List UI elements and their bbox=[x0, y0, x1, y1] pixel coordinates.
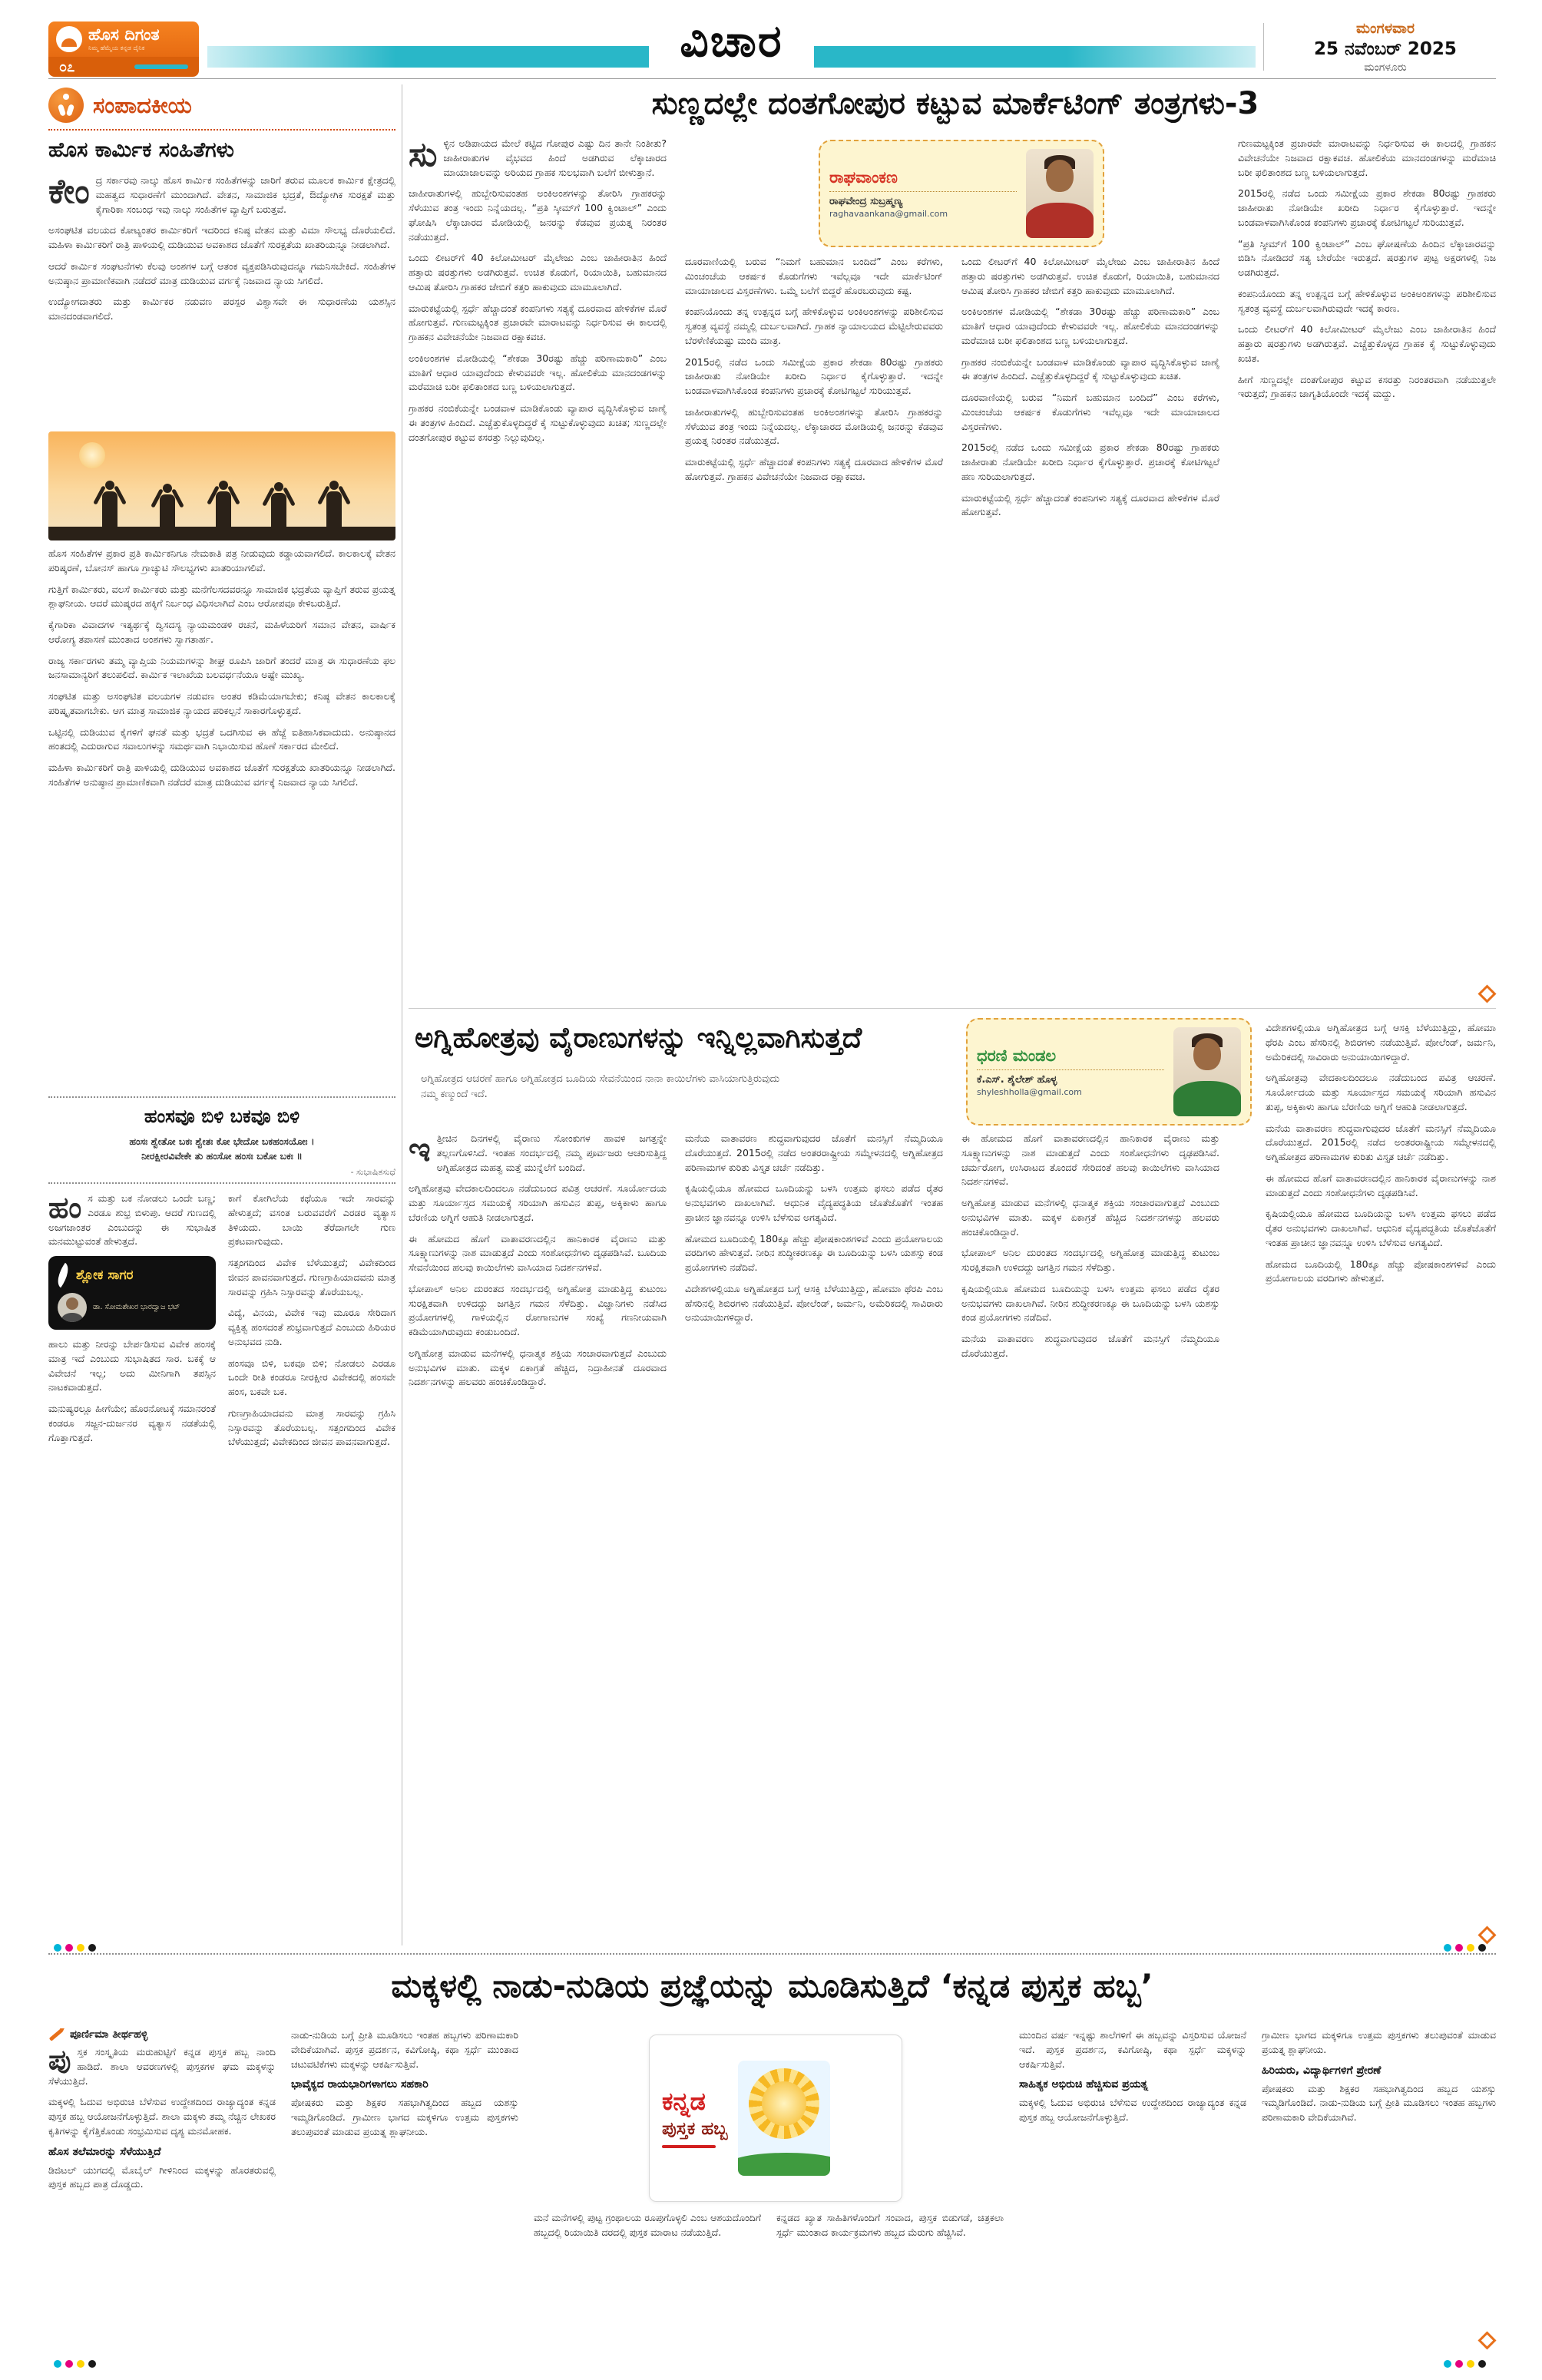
verse-attribution: - ಸುಭಾಷಿತಸುಧೆ bbox=[350, 1167, 395, 1177]
sunrise-icon bbox=[79, 442, 105, 468]
body-paragraph: ವಿದೇಶಗಳಲ್ಲಿಯೂ ಅಗ್ನಿಹೋತ್ರದ ಬಗ್ಗೆ ಆಸಕ್ತಿ ಬೆಳೆಯುತ್ತಿದ್ದು, ಹೋಮಾ ಥೆರಪಿ ಎಂಬ ಹೆಸರಿನಲ್ಲಿ ಶಿಬಿರಗಳು ನಡೆಯುತ್ತಿವೆ. ಪೋಲೆಂಡ್, ಜರ್ಮನಿ, ಅಮೆರಿಕದಲ್ಲಿ ಸಾವಿರಾರು ಅನುಯಾಯಿಗಳಿದ್ದಾರೆ. bbox=[1266, 1022, 1496, 1063]
body-paragraph: ವಿದ್ಯೆ, ವಿನಯ, ವಿವೇಕ ಇವು ಮೂರೂ ಸೇರಿದಾಗ ವ್ಯಕ್ತಿತ್ವ ಹಂಸದಂತೆ ಶುಭ್ರವಾಗುತ್ತದೆ ಎಂಬುದು ಹಿರಿಯರ ಅನುಭವದ ನುಡಿ. bbox=[228, 1307, 395, 1347]
byline bbox=[48, 2028, 276, 2041]
author-photo bbox=[1026, 149, 1094, 238]
body-paragraph: ಹೀಗೆ ಸುಣ್ಣದಲ್ಲೇ ದಂತಗೋಪುರ ಕಟ್ಟುವ ಕಸರತ್ತು ನಿರಂತರವಾಗಿ ನಡೆಯುತ್ತಲೇ ಇರುತ್ತದೆ; ಗ್ರಾಹಕನ ಜಾಗೃತಿಯೊಂದೇ ಇದಕ್ಕೆ ಮದ್ದು. bbox=[1238, 373, 1496, 400]
sub-headline: ಹೊಸ ತಲೆಮಾರನ್ನು ಸೆಳೆಯುತ್ತಿದೆ bbox=[48, 2145, 161, 2158]
page-number: ೦೭ bbox=[59, 58, 75, 75]
body-paragraph: ಆದರೆ ಕಾರ್ಮಿಕ ಸಂಘಟನೆಗಳು ಕೆಲವು ಅಂಶಗಳ ಬಗ್ಗೆ ಆತಂಕ ವ್ಯಕ್ತಪಡಿಸಿರುವುದನ್ನೂ ಗಮನಿಸಬೇಕಿದೆ. ಸಂಹಿತೆಗಳ ಅನುಷ್ಠಾನ ಪ್ರಾಮಾಣಿಕವಾಗಿ ನಡೆದರೆ ಮಾತ್ರ ದುಡಿಯುವ ವರ್ಗಕ್ಕೆ ನಿಜವಾದ ನ್ಯಾಯ ಸಿಗಲಿದೆ. bbox=[48, 259, 395, 286]
agnihotra-col1 bbox=[409, 1132, 667, 1944]
section-title-wrap bbox=[207, 11, 1256, 71]
body-paragraph: ಸತ್ಸಂಗದಿಂದ ವಿವೇಕ ಬೆಳೆಯುತ್ತದೆ; ವಿವೇಕದಿಂದ ಜೀವನ ಪಾವನವಾಗುತ್ತದೆ. ಗುಣಗ್ರಾಹಿಯಾದವನು ಮಾತ್ರ ಸಾರವನ್ನು ಗ್ರಹಿಸಿ ನಿಸ್ಸಾರವನ್ನು ತೊರೆಯಬಲ್ಲ. bbox=[228, 1257, 395, 1297]
body-paragraph: ಅಗ್ನಿಹೋತ್ರವು ವೇದಕಾಲದಿಂದಲೂ ನಡೆದುಬಂದ ಪವಿತ್ರ ಆಚರಣೆ. ಸೂರ್ಯೋದಯ ಮತ್ತು ಸೂರ್ಯಾಸ್ತದ ಸಮಯಕ್ಕೆ ಸರಿಯಾಗಿ ಹಸುವಿನ ತುಪ್ಪ, ಅಕ್ಕಿಕಾಳು ಹಾಗೂ ಬೆರಣಿಯ ಅಗ್ನಿಗೆ ಆಹುತಿ ನೀಡಲಾಗುತ್ತದೆ. bbox=[409, 1182, 667, 1223]
body-paragraph: ಮನೆಯ ವಾತಾವರಣ ಶುದ್ಧವಾಗುವುದರ ಜೊತೆಗೆ ಮನಸ್ಸಿಗೆ ನೆಮ್ಮದಿಯೂ ದೊರೆಯುತ್ತದೆ. 2015ರಲ್ಲಿ ನಡೆದ ಅಂತರರಾಷ್ಟ್ರೀಯ ಸಮ್ಮೇಳನದಲ್ಲಿ ಅಗ್ನಿಹೋತ್ರದ ಪರಿಣಾಮಗಳ ಕುರಿತು ವಿಸ್ತೃತ ಚರ್ಚೆ ನಡೆದಿತ್ತು. bbox=[1266, 1122, 1496, 1162]
body-paragraph: ಮಾರುಕಟ್ಟೆಯಲ್ಲಿ ಸ್ಪರ್ಧೆ ಹೆಚ್ಚಾದಂತೆ ಕಂಪನಿಗಳು ಸತ್ಯಕ್ಕೆ ದೂರವಾದ ಹೇಳಿಕೆಗಳ ಮೊರೆ ಹೋಗುತ್ತವೆ. ಗುಣಮಟ್ಟಕ್ಕಿಂತ ಪ್ರಚಾರವೇ ಮಾರಾಟವನ್ನು ನಿರ್ಧರಿಸುವ ಈ ಕಾಲದಲ್ಲಿ ಗ್ರಾಹಕನ ವಿವೇಚನೆಯೇ ನಿಜವಾದ ರಕ್ಷಾಕವಚ. bbox=[409, 302, 667, 342]
body-paragraph: ಅಗ್ನಿಹೋತ್ರವು ವೇದಕಾಲದಿಂದಲೂ ನಡೆದುಬಂದ ಪವಿತ್ರ ಆಚರಣೆ. ಸೂರ್ಯೋದಯ ಮತ್ತು ಸೂರ್ಯಾಸ್ತದ ಸಮಯಕ್ಕೆ ಸರಿಯಾಗಿ ಹಸುವಿನ ತುಪ್ಪ, ಅಕ್ಕಿಕಾಳು ಹಾಗೂ ಬೆರಣಿಯ ಅಗ್ನಿಗೆ ಆಹುತಿ ನೀಡಲಾಗುತ್ತದೆ. bbox=[1266, 1072, 1496, 1112]
worker-silhouette bbox=[271, 493, 286, 531]
shloka-rule bbox=[48, 1182, 395, 1184]
lead-paragraph: ಪುಸ್ತಕ ಸಂಸ್ಕೃತಿಯ ಮರುಹುಟ್ಟಿಗೆ ಕನ್ನಡ ಪುಸ್ತಕ ಹಬ್ಬ ನಾಂದಿ ಹಾಡಿದೆ. ಶಾಲಾ ಆವರಣಗಳಲ್ಲಿ ಪುಸ್ತಕಗಳ ಘಮ ಮಕ್ಕಳನ್ನು ಸೆಳೆಯುತ್ತಿದೆ. bbox=[48, 2044, 276, 2087]
pustaka-col5 bbox=[1019, 2028, 1246, 2346]
body-paragraph: ಗುಣಮಟ್ಟಕ್ಕಿಂತ ಪ್ರಚಾರವೇ ಮಾರಾಟವನ್ನು ನಿರ್ಧರಿಸುವ ಈ ಕಾಲದಲ್ಲಿ ಗ್ರಾಹಕನ ವಿವೇಚನೆಯೇ ನಿಜವಾದ ರಕ್ಷಾಕವಚ. ಹೋಲಿಕೆಯ ಮಾನದಂಡಗಳನ್ನು ಮರೆಮಾಚಿ ಬರೀ ಫಲಿತಾಂಶದ ಬಣ್ಣ ಬಳಿಯಲಾಗುತ್ತದೆ. bbox=[1238, 137, 1496, 178]
body-paragraph: ವಿದೇಶಗಳಲ್ಲಿಯೂ ಅಗ್ನಿಹೋತ್ರದ ಬಗ್ಗೆ ಆಸಕ್ತಿ ಬೆಳೆಯುತ್ತಿದ್ದು, ಹೋಮಾ ಥೆರಪಿ ಎಂಬ ಹೆಸರಿನಲ್ಲಿ ಶಿಬಿರಗಳು ನಡೆಯುತ್ತಿವೆ. ಪೋಲೆಂಡ್, ಜರ್ಮನಿ, ಅಮೆರಿಕದಲ್ಲಿ ಸಾವಿರಾರು ಅನುಯಾಯಿಗಳಿದ್ದಾರೆ. bbox=[685, 1282, 943, 1324]
registration-marks bbox=[1444, 1944, 1486, 1952]
body-paragraph: ಗ್ರಾಮೀಣ ಭಾಗದ ಮಕ್ಕಳಿಗೂ ಉತ್ತಮ ಪುಸ್ತಕಗಳು ತಲುಪುವಂತೆ ಮಾಡುವ ಪ್ರಯತ್ನ ಶ್ಲಾಘನೀಯ. bbox=[1262, 2029, 1496, 2055]
body-paragraph: ಜಾಹೀರಾತುಗಳಲ್ಲಿ ಹುಬ್ಬೇರಿಸುವಂತಹ ಅಂಕಿಅಂಶಗಳನ್ನು ತೋರಿಸಿ ಗ್ರಾಹಕರನ್ನು ಸೆಳೆಯುವ ತಂತ್ರ ಇಂದು ನಿನ್ನೆಯದಲ್ಲ. ಲೆಕ್ಕಾಚಾರದ ಮೋಡಿಯಲ್ಲಿ ಜನರನ್ನು ಕೆಡವುವ ಪ್ರಯತ್ನ ನಿರಂತರ ನಡೆಯುತ್ತದೆ. bbox=[685, 405, 943, 447]
body-paragraph: ದೂರವಾಣಿಯಲ್ಲಿ ಬರುವ “ನಿಮಗೆ ಬಹುಮಾನ ಬಂದಿದೆ” ಎಂಬ ಕರೆಗಳು, ಮಿಂಚಂಚೆಯ ಆಕರ್ಷಕ ಕೊಡುಗೆಗಳು ಇವೆಲ್ಲವೂ ಇದೇ ಮಾರ್ಕೆಟಿಂಗ್ ಮಾಯಾಜಾಲದ ವಿಸ್ತರಣೆಗಳು. ಒಮ್ಮೆ ಬಲೆಗೆ ಬಿದ್ದರೆ ಹೊರಬರುವುದು ಕಷ್ಟ. bbox=[685, 256, 943, 296]
body-paragraph: ಅಂಕಿಅಂಶಗಳ ಮೋಡಿಯಲ್ಲಿ “ಶೇಕಡಾ 30ರಷ್ಟು ಹೆಚ್ಚು ಪರಿಣಾಮಕಾರಿ” ಎಂಬ ಮಾತಿಗೆ ಆಧಾರ ಯಾವುದೆಂದು ಕೇಳುವವರೇ ಇಲ್ಲ. ಹೋಲಿಕೆಯ ಮಾನದಂಡಗಳನ್ನು ಮರೆಮಾಚಿ ಬರೀ ಫಲಿತಾಂಶದ ಬಣ್ಣ ಬಳಿಯಲಾಗುತ್ತದೆ. bbox=[409, 352, 667, 393]
body-paragraph: ಪೋಷಕರು ಮತ್ತು ಶಿಕ್ಷಕರ ಸಹಭಾಗಿತ್ವದಿಂದ ಹಬ್ಬದ ಯಶಸ್ಸು ಇಮ್ಮಡಿಗೊಂಡಿದೆ. ನಾಡು-ನುಡಿಯ ಬಗ್ಗೆ ಪ್ರೀತಿ ಮೂಡಿಸಲು ಇಂತಹ ಹಬ್ಬಗಳು ಪರಿಣಾಮಕಾರಿ ವೇದಿಕೆಯಾಗಿವೆ. bbox=[1262, 2082, 1496, 2123]
logo-text-kannada: ಕನ್ನಡ bbox=[662, 2087, 706, 2117]
masthead bbox=[48, 21, 199, 57]
masthead-title: ಹೊಸ ದಿಗಂತ bbox=[88, 25, 160, 44]
drop-cap: ಇ bbox=[409, 1132, 431, 1169]
day-label: ಮಂಗಳವಾರ bbox=[1355, 20, 1415, 37]
body-paragraph: ಹಾಲು ಮತ್ತು ನೀರನ್ನು ಬೇರ್ಪಡಿಸುವ ವಿವೇಕ ಹಂಸಕ್ಕೆ ಮಾತ್ರ ಇದೆ ಎಂಬುದು ಸುಭಾಷಿತದ ಸಾರ. ಬಕಕ್ಕೆ ಆ ವಿವೇಚನೆ ಇಲ್ಲ; ಅದು ಮೀನಿಗಾಗಿ ತಪಸ್ಸಿನ ನಾಟಕವಾಡುತ್ತದೆ. bbox=[48, 1338, 216, 1393]
logo-underline bbox=[662, 2145, 716, 2148]
sub-headline: ಹಿರಿಯರು, ವಿದ್ಯಾರ್ಥಿಗಳಿಗೆ ಪ್ರೇರಣೆ bbox=[1262, 2064, 1382, 2077]
verse-line: ಹಂಸಃ ಶ್ವೇತೋ ಬಕಃ ಶ್ವೇತಃ ಕೋ ಭೇದೋ ಬಕಹಂಸಯೋಃ । bbox=[129, 1135, 315, 1147]
body-paragraph: ಹೋಮದ ಬೂದಿಯಲ್ಲಿ 180ಕ್ಕೂ ಹೆಚ್ಚು ಪೋಷಕಾಂಶಗಳಿವೆ ಎಂದು ಪ್ರಯೋಗಾಲಯ ವರದಿಗಳು ಹೇಳುತ್ತವೆ. bbox=[1266, 1258, 1496, 1284]
body-paragraph: ಕೃಷಿಯಲ್ಲಿಯೂ ಹೋಮದ ಬೂದಿಯನ್ನು ಬಳಸಿ ಉತ್ತಮ ಫಸಲು ಪಡೆದ ರೈತರ ಅನುಭವಗಳು ದಾಖಲಾಗಿವೆ. ಆಧುನಿಕ ವೈದ್ಯಪದ್ಧತಿಯ ಜೊತೆಜೊತೆಗೆ ಇಂತಹ ಪ್ರಾಚೀನ ಜ್ಞಾನವನ್ನೂ ಉಳಿಸಿ ಬೆಳೆಸುವ ಅಗತ್ಯವಿದೆ. bbox=[1266, 1208, 1496, 1248]
body-paragraph: ಹೊಸ ಸಂಹಿತೆಗಳ ಪ್ರಕಾರ ಪ್ರತಿ ಕಾರ್ಮಿಕನಿಗೂ ನೇಮಕಾತಿ ಪತ್ರ ನೀಡುವುದು ಕಡ್ಡಾಯವಾಗಲಿದೆ. ಕಾಲಕಾಲಕ್ಕೆ ವೇತನ ಪರಿಷ್ಕರಣೆ, ಬೋನಸ್ ಹಾಗೂ ಗ್ರಾಚ್ಯುಟಿ ಸೌಲಭ್ಯಗಳು ಖಾತರಿಯಾಗಲಿವೆ. bbox=[48, 547, 395, 574]
quill-icon bbox=[52, 1263, 74, 1288]
body-paragraph: ಮನೆ ಮನೆಗಳಲ್ಲಿ ಪುಟ್ಟ ಗ್ರಂಥಾಲಯ ರೂಪುಗೊಳ್ಳಲಿ ಎಂಬ ಆಶಯದೊಂದಿಗೆ ಹಬ್ಬದಲ್ಲಿ ರಿಯಾಯಿತಿ ದರದಲ್ಲಿ ಪುಸ್ತಕ ಮಾರಾಟ ನಡೆಯುತ್ತಿದೆ. bbox=[534, 2212, 761, 2238]
body-paragraph: ಸಂಘಟಿತ ಮತ್ತು ಅಸಂಘಟಿತ ವಲಯಗಳ ನಡುವಣ ಅಂತರ ಕಡಿಮೆಯಾಗಬೇಕು; ಕನಿಷ್ಠ ವೇತನ ಕಾಲಕಾಲಕ್ಕೆ ಪರಿಷ್ಕೃತವಾಗಬೇಕು. ಆಗ ಮಾತ್ರ ಸಾಮಾಜಿಕ ನ್ಯಾಯದ ಪರಿಕಲ್ಪನೆ ಸಾಕಾರಗೊಳ್ಳುತ್ತದೆ. bbox=[48, 690, 395, 716]
editorial-header bbox=[48, 88, 395, 123]
editorial-body-top bbox=[48, 174, 395, 427]
agnihotra-headline: ಅಗ್ನಿಹೋತ್ರವು ವೈರಾಣುಗಳನ್ನು ಇನ್ನಿಲ್ಲವಾಗಿಸುತ್ತದೆ bbox=[415, 1021, 862, 1054]
drop-cap: ಪು bbox=[48, 2044, 71, 2076]
body-paragraph: ಒಂದು ಲೀಟರ್‌ಗೆ 40 ಕಿಲೋಮೀಟರ್ ಮೈಲೇಜು ಎಂಬ ಜಾಹೀರಾತಿನ ಹಿಂದೆ ಹತ್ತಾರು ಷರತ್ತುಗಳು ಅಡಗಿರುತ್ತವೆ. ಎಚ್ಚೆತ್ತುಕೊಳ್ಳದ ಗ್ರಾಹಕ ಕೈ ಸುಟ್ಟುಕೊಳ್ಳುವುದು ಖಚಿತ. bbox=[1238, 323, 1496, 364]
card-divider bbox=[829, 191, 1017, 192]
body-paragraph: 2015ರಲ್ಲಿ ನಡೆದ ಒಂದು ಸಮೀಕ್ಷೆಯ ಪ್ರಕಾರ ಶೇಕಡಾ 80ರಷ್ಟು ಗ್ರಾಹಕರು ಜಾಹೀರಾತು ನೋಡಿಯೇ ಖರೀದಿ ನಿರ್ಧಾರ ಕೈಗೊಳ್ಳುತ್ತಾರೆ. ಇದನ್ನೇ ಬಂಡವಾಳವಾಗಿಸಿಕೊಂಡ ಕಂಪನಿಗಳು ಪ್ರಚಾರಕ್ಕೆ ಕೋಟಿಗಟ್ಟಲೆ ಸುರಿಯುತ್ತವೆ. bbox=[685, 355, 943, 396]
body-paragraph: ಈ ಹೋಮದ ಹೊಗೆ ವಾತಾವರಣದಲ್ಲಿನ ಹಾನಿಕಾರಕ ವೈರಾಣು ಮತ್ತು ಸೂಕ್ಷ್ಮಾಣುಗಳನ್ನು ನಾಶ ಮಾಡುತ್ತದೆ ಎಂದು ಸಂಶೋಧನೆಗಳು ದೃಢಪಡಿಸಿವೆ. ಬೂದಿಯ ಸೇವನೆಯಿಂದ ಹಲವು ಕಾಯಿಲೆಗಳು ವಾಸಿಯಾದ ನಿದರ್ಶನಗಳಿವೆ. bbox=[409, 1232, 667, 1273]
agnihotra-author-card bbox=[966, 1018, 1252, 1126]
body-paragraph: ಮಾರುಕಟ್ಟೆಯಲ್ಲಿ ಸ್ಪರ್ಧೆ ಹೆಚ್ಚಾದಂತೆ ಕಂಪನಿಗಳು ಸತ್ಯಕ್ಕೆ ದೂರವಾದ ಹೇಳಿಕೆಗಳ ಮೊರೆ ಹೋಗುತ್ತವೆ. bbox=[961, 491, 1219, 518]
author-name: ಕೆ.ಎಸ್. ಶೈಲೇಶ್ ಹೊಳ್ಳ bbox=[977, 1074, 1057, 1086]
pustaka-col6 bbox=[1262, 2028, 1496, 2346]
registration-marks bbox=[54, 1944, 96, 1952]
body-paragraph: ಒಂದು ಲೀಟರ್‌ಗೆ 40 ಕಿಲೋಮೀಟರ್ ಮೈಲೇಜು ಎಂಬ ಜಾಹೀರಾತಿನ ಹಿಂದೆ ಹತ್ತಾರು ಷರತ್ತುಗಳು ಅಡಗಿರುತ್ತವೆ. ಉಚಿತ ಕೊಡುಗೆ, ರಿಯಾಯಿತಿ, ಬಹುಮಾನದ ಆಮಿಷ ತೋರಿಸಿ ಗ್ರಾಹಕರ ಜೇಬಿಗೆ ಕತ್ತರಿ ಹಾಕುವುದು ಮಾಮೂಲಾಗಿದೆ. bbox=[961, 256, 1219, 296]
column-name: ರಾಘವಾಂಕಣ bbox=[829, 168, 898, 187]
agnihotra-col4 bbox=[1266, 1021, 1496, 1944]
body-paragraph: ಡಿಜಿಟಲ್ ಯುಗದಲ್ಲಿ ಮೊಬೈಲ್ ಗೀಳಿನಿಂದ ಮಕ್ಕಳನ್ನು ಹೊರತರುವಲ್ಲಿ ಪುಸ್ತಕ ಹಬ್ಬದ ಪಾತ್ರ ದೊಡ್ಡದು. bbox=[48, 2163, 276, 2190]
body-paragraph: ಕನ್ನಡದ ಖ್ಯಾತ ಸಾಹಿತಿಗಳೊಂದಿಗೆ ಸಂವಾದ, ಪುಸ್ತಕ ಬಿಡುಗಡೆ, ಚಿತ್ರಕಲಾ ಸ್ಪರ್ಧೆ ಮುಂತಾದ ಕಾರ್ಯಕ್ರಮಗಳು ಹಬ್ಬದ ಮೆರುಗು ಹೆಚ್ಚಿಸಿವೆ. bbox=[776, 2212, 1004, 2238]
city-label: ಮಂಗಳೂರು bbox=[1364, 61, 1407, 74]
sub-headline: ಸಾಹಿತ್ಯಕ ಅಭಿರುಚಿ ಹೆಚ್ಚಿಸುವ ಪ್ರಯತ್ನ bbox=[1019, 2078, 1148, 2091]
logo-text-pustaka-habba: ಪುಸ್ತಕ ಹಬ್ಬ bbox=[662, 2118, 728, 2139]
agnihotra-col2 bbox=[685, 1132, 943, 1944]
editorial-section-label: ಸಂಪಾದಕೀಯ bbox=[93, 91, 192, 118]
worker-silhouette bbox=[102, 491, 117, 530]
badge-author: ಡಾ. ಸೋಮಶೇಖರ ಭಾರದ್ವಾಜ ಭಟ್ bbox=[93, 1302, 180, 1311]
author-email: raghavaankana@gmail.com bbox=[829, 209, 948, 219]
body-paragraph: ಕೃಷಿಯಲ್ಲಿಯೂ ಹೋಮದ ಬೂದಿಯನ್ನು ಬಳಸಿ ಉತ್ತಮ ಫಸಲು ಪಡೆದ ರೈತರ ಅನುಭವಗಳು ದಾಖಲಾಗಿವೆ. ನೀರಿನ ಶುದ್ಧೀಕರಣಕ್ಕೂ ಈ ಬೂದಿಯನ್ನು ಬಳಸಿ ಯಶಸ್ಸು ಕಂಡ ಪ್ರಯೋಗಗಳು ನಡೆದಿವೆ. bbox=[961, 1282, 1219, 1324]
worker-silhouette bbox=[216, 491, 231, 530]
byline-name: ಪೂರ್ಣಿಮಾ ತೀರ್ಥಹಳ್ಳಿ bbox=[70, 2028, 148, 2041]
body-paragraph: ಉದ್ಯೋಗದಾತರು ಮತ್ತು ಕಾರ್ಮಿಕರ ನಡುವಣ ಪರಸ್ಪರ ವಿಶ್ವಾಸವೇ ಈ ಸುಧಾರಣೆಯ ಯಶಸ್ಸಿನ ಮಾನದಂಡವಾಗಲಿದೆ. bbox=[48, 296, 395, 322]
body-paragraph: ಹಂಸವೂ ಬಿಳಿ, ಬಕವೂ ಬಿಳಿ; ನೋಡಲು ಎರಡೂ ಒಂದೇ ರೀತಿ ಕಂಡರೂ ನೀರಕ್ಷೀರ ವಿವೇಕದಲ್ಲಿ ಹಂಸವೇ ಹಂಸ, ಬಕವೇ ಬಕ. bbox=[228, 1357, 395, 1397]
body-paragraph: ಕಾಗೆ ಕೋಗಿಲೆಯ ಕಥೆಯೂ ಇದೇ ಸಾರವನ್ನು ಹೇಳುತ್ತದೆ; ವಸಂತ ಬರುವವರೆಗೆ ಎರಡರ ವ್ಯತ್ಯಾಸ ತಿಳಿಯದು. ಬಾಯಿ ತೆರೆದಾಗಲೇ ಗುಣ ಪ್ರಕಟವಾಗುವುದು. bbox=[228, 1192, 395, 1248]
body-paragraph: ಕೃಷಿಯಲ್ಲಿಯೂ ಹೋಮದ ಬೂದಿಯನ್ನು ಬಳಸಿ ಉತ್ತಮ ಫಸಲು ಪಡೆದ ರೈತರ ಅನುಭವಗಳು ದಾಖಲಾಗಿವೆ. ಆಧುನಿಕ ವೈದ್ಯಪದ್ಧತಿಯ ಜೊತೆಜೊತೆಗೆ ಇಂತಹ ಪ್ರಾಚೀನ ಜ್ಞಾನವನ್ನೂ ಉಳಿಸಿ ಬೆಳೆಸುವ ಅಗತ್ಯವಿದೆ. bbox=[685, 1182, 943, 1223]
badge-title: ಶ್ಲೋಕ ಸಾಗರ bbox=[76, 1267, 134, 1283]
body-paragraph: ರಾಜ್ಯ ಸರ್ಕಾರಗಳು ತಮ್ಮ ವ್ಯಾಪ್ತಿಯ ನಿಯಮಗಳನ್ನು ಶೀಘ್ರ ರೂಪಿಸಿ ಜಾರಿಗೆ ತಂದರೆ ಮಾತ್ರ ಈ ಸುಧಾರಣೆಯ ಫಲ ಜನಸಾಮಾನ್ಯರಿಗೆ ತಲುಪಲಿದೆ. ಕಾರ್ಮಿಕ ಇಲಾಖೆಯ ಬಲವರ್ಧನೆಯೂ ಅಷ್ಟೇ ಮುಖ್ಯ. bbox=[48, 654, 395, 681]
body-paragraph: ಮನೆಯ ವಾತಾವರಣ ಶುದ್ಧವಾಗುವುದರ ಜೊತೆಗೆ ಮನಸ್ಸಿಗೆ ನೆಮ್ಮದಿಯೂ ದೊರೆಯುತ್ತದೆ. 2015ರಲ್ಲಿ ನಡೆದ ಅಂತರರಾಷ್ಟ್ರೀಯ ಸಮ್ಮೇಳನದಲ್ಲಿ ಅಗ್ನಿಹೋತ್ರದ ಪರಿಣಾಮಗಳ ಕುರಿತು ವಿಸ್ತೃತ ಚರ್ಚೆ ನಡೆದಿತ್ತು. bbox=[685, 1132, 943, 1173]
body-paragraph: ಭೋಪಾಲ್ ಅನಿಲ ದುರಂತದ ಸಂದರ್ಭದಲ್ಲಿ ಅಗ್ನಿಹೋತ್ರ ಮಾಡುತ್ತಿದ್ದ ಕುಟುಂಬ ಸುರಕ್ಷಿತವಾಗಿ ಉಳಿದದ್ದು ಜಗತ್ತಿನ ಗಮನ ಸೆಳೆದಿತ್ತು. ವಿಜ್ಞಾನಿಗಳು ನಡೆಸಿದ ಪ್ರಯೋಗಗಳಲ್ಲಿ ಗಾಳಿಯಲ್ಲಿನ ರೋಗಾಣುಗಳ ಸಂಖ್ಯೆ ಗಣನೀಯವಾಗಿ ಕಡಿಮೆಯಾಗಿರುವುದು ಕಂಡುಬಂದಿದೆ. bbox=[409, 1282, 667, 1337]
kannada-pustaka-habba-logo bbox=[649, 2035, 902, 2202]
body-paragraph: ಕಂಪನಿಯೊಂದು ತನ್ನ ಉತ್ಪನ್ನದ ಬಗ್ಗೆ ಹೇಳಿಕೊಳ್ಳುವ ಅಂಕಿಅಂಶಗಳನ್ನು ಪರಿಶೀಲಿಸುವ ಸ್ವತಂತ್ರ ವ್ಯವಸ್ಥೆ ನಮ್ಮಲ್ಲಿ ದುರ್ಬಲವಾಗಿದೆ. ಗ್ರಾಹಕ ನ್ಯಾಯಾಲಯದ ಮೆಟ್ಟಿಲೇರುವವರು ಬೆರಳೆಣಿಕೆಯಷ್ಟು ಮಂದಿ ಮಾತ್ರ. bbox=[685, 306, 943, 346]
body-paragraph: 2015ರಲ್ಲಿ ನಡೆದ ಒಂದು ಸಮೀಕ್ಷೆಯ ಪ್ರಕಾರ ಶೇಕಡಾ 80ರಷ್ಟು ಗ್ರಾಹಕರು ಜಾಹೀರಾತು ನೋಡಿಯೇ ಖರೀದಿ ನಿರ್ಧಾರ ಕೈಗೊಳ್ಳುತ್ತಾರೆ. ಪ್ರಚಾರಕ್ಕೆ ಕೋಟಿಗಟ್ಟಲೆ ಹಣ ಸುರಿಯಲಾಗುತ್ತದೆ. bbox=[961, 441, 1219, 482]
body-paragraph: ಅಗ್ನಿಹೋತ್ರ ಮಾಡುವ ಮನೆಗಳಲ್ಲಿ ಧನಾತ್ಮಕ ಶಕ್ತಿಯ ಸಂಚಾರವಾಗುತ್ತದೆ ಎಂಬುದು ಅನುಭವಿಗಳ ಮಾತು. ಮಕ್ಕಳ ಏಕಾಗ್ರತೆ ಹೆಚ್ಚಿದ, ನಿದ್ರಾಹೀನತೆ ದೂರವಾದ ನಿದರ್ಶನಗಳನ್ನು ಹಲವರು ಹಂಚಿಕೊಂಡಿದ್ದಾರೆ. bbox=[409, 1347, 667, 1388]
editorial-shloka-divider bbox=[48, 1096, 395, 1098]
pustaka-headline: ಮಕ್ಕಳಲ್ಲಿ ನಾಡು-ನುಡಿಯ ಪ್ರಜ್ಞೆಯನ್ನು ಮೂಡಿಸುತ್ತಿದೆ ‘ಕನ್ನಡ ಪುಸ್ತಕ ಹಬ್ಬ’ bbox=[391, 1967, 1153, 2005]
body-paragraph: “ಪ್ರತಿ ಸ್ಕೀಮ್‌ಗೆ 100 ಕ್ವಿಂಟಾಲ್” ಎಂಬ ಘೋಷಣೆಯ ಹಿಂದಿನ ಲೆಕ್ಕಾಚಾರವನ್ನು ಬಿಡಿಸಿ ನೋಡಿದರೆ ಸತ್ಯ ಬೇರೆಯೇ ಇರುತ್ತದೆ. ಷರತ್ತುಗಳ ಪುಟ್ಟ ಅಕ್ಷರಗಳಲ್ಲಿ ನಿಜ ಅಡಗಿರುತ್ತದೆ. bbox=[1238, 237, 1496, 278]
verse-line: ನೀರಕ್ಷೀರವಿವೇಕೇ ತು ಹಂಸೋ ಹಂಸಃ ಬಕೋ ಬಕಃ ॥ bbox=[141, 1149, 303, 1162]
section-separator bbox=[48, 1953, 1496, 1955]
lead-paragraph: ಸುಳ್ಳಿನ ಅಡಿಪಾಯದ ಮೇಲೆ ಕಟ್ಟಿದ ಗೋಪುರ ಎಷ್ಟು ದಿನ ತಾನೇ ನಿಂತೀತು? ಜಾಹೀರಾತುಗಳ ವೈಭವದ ಹಿಂದೆ ಅಡಗಿರುವ ಲೆಕ್ಕಾಚಾರದ ಮಾಯಾಜಾಲವನ್ನು ಅರಿಯದ ಗ್ರಾಹಕ ಸುಲಭವಾಗಿ ಬಲೆಗೆ ಬೀಳುತ್ತಾನೆ. bbox=[409, 137, 667, 178]
author-name: ರಾಘವೇಂದ್ರ ಸುಬ್ರಹ್ಮಣ್ಯ bbox=[829, 196, 903, 207]
body-paragraph: ಪೋಷಕರು ಮತ್ತು ಶಿಕ್ಷಕರ ಸಹಭಾಗಿತ್ವದಿಂದ ಹಬ್ಬದ ಯಶಸ್ಸು ಇಮ್ಮಡಿಗೊಂಡಿದೆ. ಗ್ರಾಮೀಣ ಭಾಗದ ಮಕ್ಕಳಿಗೂ ಉತ್ತಮ ಪುಸ್ತಕಗಳು ತಲುಪುವಂತೆ ಮಾಡುವ ಪ್ರಯತ್ನ ಶ್ಲಾಘನೀಯ. bbox=[291, 2097, 518, 2137]
pustaka-col3 bbox=[534, 2211, 761, 2346]
marketing-col2 bbox=[685, 255, 943, 1000]
body-paragraph: 2015ರಲ್ಲಿ ನಡೆದ ಒಂದು ಸಮೀಕ್ಷೆಯ ಪ್ರಕಾರ ಶೇಕಡಾ 80ರಷ್ಟು ಗ್ರಾಹಕರು ಜಾಹೀರಾತು ನೋಡಿಯೇ ಖರೀದಿ ನಿರ್ಧಾರ ಕೈಗೊಳ್ಳುತ್ತಾರೆ. ಇದನ್ನೇ ಬಂಡವಾಳವಾಗಿಸಿಕೊಂಡ ಕಂಪನಿಗಳು ಪ್ರಚಾರಕ್ಕೆ ಕೋಟಿಗಟ್ಟಲೆ ಸುರಿಯುತ್ತವೆ. bbox=[1238, 187, 1496, 228]
marketing-col4 bbox=[1238, 137, 1496, 1000]
shloka-sagara-badge bbox=[48, 1256, 216, 1330]
body-paragraph: ಮನೆಯ ವಾತಾವರಣ ಶುದ್ಧವಾಗುವುದರ ಜೊತೆಗೆ ಮನಸ್ಸಿಗೆ ನೆಮ್ಮದಿಯೂ ದೊರೆಯುತ್ತದೆ. bbox=[961, 1333, 1219, 1359]
header-divider bbox=[1263, 23, 1264, 71]
pustaka-col4 bbox=[776, 2211, 1004, 2346]
lead-paragraph: ಕೇಂದ್ರ ಸರ್ಕಾರವು ನಾಲ್ಕು ಹೊಸ ಕಾರ್ಮಿಕ ಸಂಹಿತೆಗಳನ್ನು ಜಾರಿಗೆ ತರುವ ಮೂಲಕ ಕಾರ್ಮಿಕ ಕ್ಷೇತ್ರದಲ್ಲಿ ಮಹತ್ವದ ಸುಧಾರಣೆಗೆ ಮುಂದಾಗಿದೆ. ವೇತನ, ಸಾಮಾಜಿಕ ಭದ್ರತೆ, ಔದ್ಯೋಗಿಕ ಸುರಕ್ಷತೆ ಮತ್ತು ಕೈಗಾರಿಕಾ ಸಂಬಂಧ ಇವು ನಾಲ್ಕು ಸಂಹಿತೆಗಳ ವ್ಯಾಪ್ತಿಗೆ ಬರುತ್ತವೆ. bbox=[48, 174, 395, 215]
body-paragraph: ಒಂದು ಲೀಟರ್‌ಗೆ 40 ಕಿಲೋಮೀಟರ್ ಮೈಲೇಜು ಎಂಬ ಜಾಹೀರಾತಿನ ಹಿಂದೆ ಹತ್ತಾರು ಷರತ್ತುಗಳು ಅಡಗಿರುತ್ತವೆ. ಉಚಿತ ಕೊಡುಗೆ, ರಿಯಾಯಿತಿ, ಬಹುಮಾನದ ಆಮಿಷ ತೋರಿಸಿ ಗ್ರಾಹಕರ ಜೇಬಿಗೆ ಕತ್ತರಿ ಹಾಕುವುದು ಮಾಮೂಲಾಗಿದೆ. bbox=[409, 252, 667, 293]
body-paragraph: ದೂರವಾಣಿಯಲ್ಲಿ ಬರುವ “ನಿಮಗೆ ಬಹುಮಾನ ಬಂದಿದೆ” ಎಂಬ ಕರೆಗಳು, ಮಿಂಚಂಚೆಯ ಆಕರ್ಷಕ ಕೊಡುಗೆಗಳು ಇವೆಲ್ಲವೂ ಇದೇ ಮಾಯಾಜಾಲದ ವಿಸ್ತರಣೆಗಳು. bbox=[961, 392, 1219, 432]
registration-marks bbox=[1444, 2360, 1486, 2368]
marketing-col3 bbox=[961, 255, 1219, 1000]
lead-paragraph: ಹಂಸ ಮತ್ತು ಬಕ ನೋಡಲು ಒಂದೇ ಬಣ್ಣ; ಎರಡೂ ಶುಭ್ರ ಬಿಳುಪು. ಆದರೆ ಗುಣದಲ್ಲಿ ಅಜಗಜಾಂತರ ಎಂಬುದನ್ನು ಈ ಸುಭಾಷಿತ ಮನಮುಟ್ಟುವಂತೆ ಹೇಳುತ್ತದೆ. bbox=[48, 1192, 216, 1248]
registration-marks bbox=[54, 2360, 96, 2368]
drop-cap: ಸು bbox=[409, 137, 438, 174]
editorial-rule bbox=[48, 129, 395, 131]
body-paragraph: ಮುಂದಿನ ವರ್ಷ ಇನ್ನಷ್ಟು ಶಾಲೆಗಳಿಗೆ ಈ ಹಬ್ಬವನ್ನು ವಿಸ್ತರಿಸುವ ಯೋಜನೆ ಇದೆ. ಪುಸ್ತಕ ಪ್ರದರ್ಶನ, ಕವಿಗೋಷ್ಠಿ, ಕಥಾ ಸ್ಪರ್ಧೆ ಮಕ್ಕಳನ್ನು ಆಕರ್ಷಿಸುತ್ತಿವೆ. bbox=[1019, 2029, 1246, 2070]
body-paragraph: ಅಂಕಿಅಂಶಗಳ ಮೋಡಿಯಲ್ಲಿ “ಶೇಕಡಾ 30ರಷ್ಟು ಹೆಚ್ಚು ಪರಿಣಾಮಕಾರಿ” ಎಂಬ ಮಾತಿಗೆ ಆಧಾರ ಯಾವುದೆಂದು ಕೇಳುವವರೇ ಇಲ್ಲ. ಹೋಲಿಕೆಯ ಮಾನದಂಡಗಳನ್ನು ಮರೆಮಾಚಿ ಬರೀ ಫಲಿತಾಂಶದ ಬಣ್ಣ ಬಳಿಯಲಾಗುತ್ತದೆ. bbox=[961, 306, 1219, 346]
body-paragraph: ಅಗ್ನಿಹೋತ್ರ ಮಾಡುವ ಮನೆಗಳಲ್ಲಿ ಧನಾತ್ಮಕ ಶಕ್ತಿಯ ಸಂಚಾರವಾಗುತ್ತದೆ ಎಂಬುದು ಅನುಭವಿಗಳ ಮಾತು. ಮಕ್ಕಳ ಏಕಾಗ್ರತೆ ಹೆಚ್ಚಿದ ನಿದರ್ಶನಗಳನ್ನು ಹಲವರು ಹಂಚಿಕೊಂಡಿದ್ದಾರೆ. bbox=[961, 1197, 1219, 1238]
lead-paragraph: ಇತ್ತೀಚಿನ ದಿನಗಳಲ್ಲಿ ವೈರಾಣು ಸೋಂಕುಗಳ ಹಾವಳಿ ಜಗತ್ತನ್ನೇ ತಲ್ಲಣಗೊಳಿಸಿದೆ. ಇಂತಹ ಸಂದರ್ಭದಲ್ಲಿ ನಮ್ಮ ಪೂರ್ವಜರು ಆಚರಿಸುತ್ತಿದ್ದ ಅಗ್ನಿಹೋತ್ರದ ಮಹತ್ವ ಮತ್ತೆ ಮುನ್ನೆಲೆಗೆ ಬಂದಿದೆ. bbox=[409, 1132, 667, 1173]
body-paragraph: ಹೋಮದ ಬೂದಿಯಲ್ಲಿ 180ಕ್ಕೂ ಹೆಚ್ಚು ಪೋಷಕಾಂಶಗಳಿವೆ ಎಂದು ಪ್ರಯೋಗಾಲಯ ವರದಿಗಳು ಹೇಳುತ್ತವೆ. ನೀರಿನ ಶುದ್ಧೀಕರಣಕ್ಕೂ ಈ ಬೂದಿಯನ್ನು ಬಳಸಿ ಯಶಸ್ಸು ಕಂಡ ಪ್ರಯೋಗಗಳು ನಡೆದಿವೆ. bbox=[685, 1232, 943, 1273]
agnihotra-standfirst: ಅಗ್ನಿಹೋತ್ರದ ಆಚರಣೆ ಹಾಗೂ ಅಗ್ನಿಹೋತ್ರದ ಬೂದಿಯ ಸೇವನೆಯಿಂದ ನಾನಾ ಕಾಯಿಲೆಗಳು ವಾಸಿಯಾಗುತ್ತಿರುವುದು ನಮ್ಮ ಕಣ್ಮುಂದೆ ಇದೆ. bbox=[421, 1073, 780, 1100]
masthead-tagline: ನಿಮ್ಮ ಹೆಮ್ಮೆಯ ಕನ್ನಡ ದೈನಿಕ bbox=[88, 45, 145, 52]
body-paragraph: ಗ್ರಾಹಕರ ನಂಬಿಕೆಯನ್ನೇ ಬಂಡವಾಳ ಮಾಡಿಕೊಂಡು ವ್ಯಾಪಾರ ವೃದ್ಧಿಸಿಕೊಳ್ಳುವ ಜಾಣ್ಮೆ ಈ ತಂತ್ರಗಳ ಹಿಂದಿದೆ. ಎಚ್ಚೆತ್ತುಕೊಳ್ಳದಿದ್ದರೆ ಕೈ ಸುಟ್ಟುಕೊಳ್ಳುವುದು ಖಚಿತ; ಸುಣ್ಣದಲ್ಲೇ ದಂತಗೋಪುರ ಕಟ್ಟುವ ಕಸರತ್ತು ನಿಲ್ಲುವುದಿಲ್ಲ. bbox=[409, 402, 667, 443]
body-paragraph: ಗ್ರಾಹಕರ ನಂಬಿಕೆಯನ್ನೇ ಬಂಡವಾಳ ಮಾಡಿಕೊಂಡು ವ್ಯಾಪಾರ ವೃದ್ಧಿಸಿಕೊಳ್ಳುವ ಜಾಣ್ಮೆ ಈ ತಂತ್ರಗಳ ಹಿಂದಿದೆ. ಎಚ್ಚೆತ್ತುಕೊಳ್ಳದಿದ್ದರೆ ಕೈ ಸುಟ್ಟುಕೊಳ್ಳುವುದು ಖಚಿತ. bbox=[961, 355, 1219, 382]
hill-icon bbox=[738, 2153, 830, 2176]
drop-cap: ಹಂ bbox=[48, 1192, 82, 1225]
body-paragraph: ಅಸಂಘಟಿತ ವಲಯದ ಕೋಟ್ಯಂತರ ಕಾರ್ಮಿಕರಿಗೆ ಇದರಿಂದ ಕನಿಷ್ಠ ವೇತನ ಮತ್ತು ವಿಮಾ ಸೌಲಭ್ಯ ದೊರೆಯಲಿದೆ. ಮಹಿಳಾ ಕಾರ್ಮಿಕರಿಗೆ ರಾತ್ರಿ ಪಾಳಿಯಲ್ಲಿ ದುಡಿಯುವ ಅವಕಾಶದ ಜೊತೆಗೆ ಸುರಕ್ಷತೆಯ ಖಾತರಿಯನ್ನೂ ನೀಡಲಾಗಿದೆ. bbox=[48, 224, 395, 250]
editorial-headline: ಹೊಸ ಕಾರ್ಮಿಕ ಸಂಹಿತೆಗಳು bbox=[48, 138, 234, 162]
editorial-photo bbox=[48, 431, 395, 540]
shloka-verse bbox=[48, 1135, 395, 1164]
body-paragraph: ಗುಣಗ್ರಾಹಿಯಾದವನು ಮಾತ್ರ ಸಾರವನ್ನು ಗ್ರಹಿಸಿ ನಿಸ್ಸಾರವನ್ನು ತೊರೆಯಬಲ್ಲ. ಸತ್ಸಂಗದಿಂದ ವಿವೇಕ ಬೆಳೆಯುತ್ತದೆ; ವಿವೇಕದಿಂದ ಜೀವನ ಪಾವನವಾಗುತ್ತದೆ. bbox=[228, 1407, 395, 1448]
body-paragraph: ಮಾರುಕಟ್ಟೆಯಲ್ಲಿ ಸ್ಪರ್ಧೆ ಹೆಚ್ಚಾದಂತೆ ಕಂಪನಿಗಳು ಸತ್ಯಕ್ಕೆ ದೂರವಾದ ಹೇಳಿಕೆಗಳ ಮೊರೆ ಹೋಗುತ್ತವೆ. ಗ್ರಾಹಕನ ವಿವೇಚನೆಯೇ ನಿಜವಾದ ರಕ್ಷಾಕವಚ. bbox=[685, 456, 943, 482]
author-email: shyleshholla@gmail.com bbox=[977, 1087, 1082, 1097]
body-paragraph: ಒಟ್ಟಿನಲ್ಲಿ ದುಡಿಯುವ ಕೈಗಳಿಗೆ ಘನತೆ ಮತ್ತು ಭದ್ರತೆ ಒದಗಿಸುವ ಈ ಹೆಜ್ಜೆ ಐತಿಹಾಸಿಕವಾದುದು. ಅನುಷ್ಠಾನದ ಹಂತದಲ್ಲಿ ಎದುರಾಗುವ ಸವಾಲುಗಳನ್ನು ಸಮರ್ಥವಾಗಿ ನಿಭಾಯಿಸುವ ಹೊಣೆ ಸರ್ಕಾರದ ಮೇಲಿದೆ. bbox=[48, 726, 395, 752]
body-paragraph: ಮಹಿಳಾ ಕಾರ್ಮಿಕರಿಗೆ ರಾತ್ರಿ ಪಾಳಿಯಲ್ಲಿ ದುಡಿಯುವ ಅವಕಾಶದ ಜೊತೆಗೆ ಸುರಕ್ಷತೆಯ ಖಾತರಿಯನ್ನೂ ನೀಡಲಾಗಿದೆ. ಸಂಹಿತೆಗಳ ಅನುಷ್ಠಾನ ಪ್ರಾಮಾಣಿಕವಾಗಿ ನಡೆದರೆ ಮಾತ್ರ ದುಡಿಯುವ ವರ್ಗಕ್ಕೆ ನಿಜವಾದ ನ್ಯಾಯ ಸಿಗಲಿದೆ. bbox=[48, 762, 395, 788]
pustaka-col1 bbox=[48, 2028, 276, 2346]
shloka-headline: ಹಂಸವೂ ಬಿಳಿ ಬಕವೂ ಬಿಳಿ bbox=[144, 1106, 300, 1127]
drop-cap: ಕೇಂ bbox=[48, 174, 90, 211]
author-avatar bbox=[58, 1293, 87, 1322]
marketing-author-card bbox=[819, 140, 1104, 247]
date-label: 25 ನವೆಂಬರ್ 2025 bbox=[1314, 39, 1457, 59]
worker-silhouette bbox=[160, 494, 175, 533]
marketing-col1 bbox=[409, 137, 667, 1000]
masthead-strip bbox=[48, 57, 199, 77]
logo-illustration bbox=[738, 2061, 830, 2176]
masthead-cyan-bar bbox=[134, 64, 188, 69]
pustaka-col2 bbox=[291, 2028, 518, 2346]
editorial-body-bottom bbox=[48, 547, 395, 1089]
agnihotra-col3 bbox=[961, 1132, 1219, 1944]
column-name: ಧರಣಿ ಮಂಡಲ bbox=[977, 1046, 1057, 1065]
dateline bbox=[1275, 20, 1496, 74]
marketing-headline: ಸುಣ್ಣದಲ್ಲೇ ದಂತಗೋಪುರ ಕಟ್ಟುವ ಮಾರ್ಕೆಟಿಂಗ್ ತಂತ್ರಗಳು-3 bbox=[651, 86, 1259, 121]
sub-headline: ಭಾವೈಕ್ಯದ ರಾಯಭಾರಿಗಳಾಗಲು ಸಹಕಾರಿ bbox=[291, 2078, 429, 2091]
author-photo bbox=[1173, 1027, 1241, 1116]
body-paragraph: ಮಕ್ಕಳಲ್ಲಿ ಓದುವ ಅಭಿರುಚಿ ಬೆಳೆಸುವ ಉದ್ದೇಶದಿಂದ ರಾಜ್ಯಾದ್ಯಂತ ಕನ್ನಡ ಪುಸ್ತಕ ಹಬ್ಬ ಆಯೋಜನೆಗೊಳ್ಳುತ್ತಿದೆ. ಶಾಲಾ ಮಕ್ಕಳು ತಮ್ಮ ನೆಚ್ಚಿನ ಲೇಖಕರ ಕೃತಿಗಳನ್ನು ಕೈಗೆತ್ತಿಕೊಂಡು ಸಂಭ್ರಮಿಸುವ ದೃಶ್ಯ ಮನಮೋಹಕ. bbox=[48, 2096, 276, 2137]
body-paragraph: ಜಾಹೀರಾತುಗಳಲ್ಲಿ ಹುಬ್ಬೇರಿಸುವಂತಹ ಅಂಕಿಅಂಶಗಳನ್ನು ತೋರಿಸಿ ಗ್ರಾಹಕರನ್ನು ಸೆಳೆಯುವ ತಂತ್ರ ಇಂದು ನಿನ್ನೆಯದಲ್ಲ. “ಪ್ರತಿ ಸ್ಕೀಮ್‌ಗೆ 100 ಕ್ವಿಂಟಾಲ್” ಎಂದು ಘೋಷಿಸಿ ಲೆಕ್ಕಾಚಾರದ ಮೋಡಿಯಲ್ಲಿ ಜನರನ್ನು ಕೆಡವುವ ಪ್ರಯತ್ನ ನಿರಂತರ ನಡೆಯುತ್ತದೆ. bbox=[409, 187, 667, 243]
body-paragraph: ಮಕ್ಕಳಲ್ಲಿ ಓದುವ ಅಭಿರುಚಿ ಬೆಳೆಸುವ ಉದ್ದೇಶದಿಂದ ರಾಜ್ಯಾದ್ಯಂತ ಕನ್ನಡ ಪುಸ್ತಕ ಹಬ್ಬ ಆಯೋಜನೆಗೊಳ್ಳುತ್ತಿದೆ. bbox=[1019, 2097, 1246, 2123]
sun-icon bbox=[749, 2068, 819, 2139]
body-paragraph: ಗುತ್ತಿಗೆ ಕಾರ್ಮಿಕರು, ವಲಸೆ ಕಾರ್ಮಿಕರು ಮತ್ತು ಮನೆಗೆಲಸದವರನ್ನೂ ಸಾಮಾಜಿಕ ಭದ್ರತೆಯ ವ್ಯಾಪ್ತಿಗೆ ತರುವ ಪ್ರಯತ್ನ ಶ್ಲಾಘನೀಯ. ಆದರೆ ಮುಷ್ಕರದ ಹಕ್ಕಿಗೆ ನಿರ್ಬಂಧ ವಿಧಿಸಲಾಗಿದೆ ಎಂಬ ಆರೋಪವೂ ಕೇಳಿಬರುತ್ತಿದೆ. bbox=[48, 583, 395, 610]
pen-icon bbox=[49, 2028, 64, 2041]
body-paragraph: ನಾಡು-ನುಡಿಯ ಬಗ್ಗೆ ಪ್ರೀತಿ ಮೂಡಿಸಲು ಇಂತಹ ಹಬ್ಬಗಳು ಪರಿಣಾಮಕಾರಿ ವೇದಿಕೆಯಾಗಿವೆ. ಪುಸ್ತಕ ಪ್ರದರ್ಶನ, ಕವಿಗೋಷ್ಠಿ, ಕಥಾ ಸ್ಪರ್ಧೆ ಮುಂತಾದ ಚಟುವಟಿಕೆಗಳು ಮಕ್ಕಳನ್ನು ಆಕರ್ಷಿಸುತ್ತಿವೆ. bbox=[291, 2029, 518, 2070]
worker-silhouette bbox=[326, 491, 342, 530]
header-rule bbox=[48, 78, 1496, 79]
shloka-body bbox=[48, 1192, 395, 1944]
body-paragraph: ಕಂಪನಿಯೊಂದು ತನ್ನ ಉತ್ಪನ್ನದ ಬಗ್ಗೆ ಹೇಳಿಕೊಳ್ಳುವ ಅಂಕಿಅಂಶಗಳನ್ನು ಪರಿಶೀಲಿಸುವ ಸ್ವತಂತ್ರ ವ್ಯವಸ್ಥೆ ದುರ್ಬಲವಾಗಿರುವುದೇ ಇದಕ್ಕೆ ಕಾರಣ. bbox=[1238, 287, 1496, 314]
body-paragraph: ಭೋಪಾಲ್ ಅನಿಲ ದುರಂತದ ಸಂದರ್ಭದಲ್ಲಿ ಅಗ್ನಿಹೋತ್ರ ಮಾಡುತ್ತಿದ್ದ ಕುಟುಂಬ ಸುರಕ್ಷಿತವಾಗಿ ಉಳಿದದ್ದು ಜಗತ್ತಿನ ಗಮನ ಸೆಳೆದಿತ್ತು. bbox=[961, 1247, 1219, 1273]
masthead-logo-icon bbox=[56, 26, 82, 52]
body-paragraph: ಈ ಹೋಮದ ಹೊಗೆ ವಾತಾವರಣದಲ್ಲಿನ ಹಾನಿಕಾರಕ ವೈರಾಣುಗಳನ್ನು ನಾಶ ಮಾಡುತ್ತದೆ ಎಂದು ಸಂಶೋಧನೆಗಳು ದೃಢಪಡಿಸಿವೆ. bbox=[1266, 1172, 1496, 1198]
article-divider bbox=[409, 1008, 1496, 1009]
body-paragraph: ಈ ಹೋಮದ ಹೊಗೆ ವಾತಾವರಣದಲ್ಲಿನ ಹಾನಿಕಾರಕ ವೈರಾಣು ಮತ್ತು ಸೂಕ್ಷ್ಮಾಣುಗಳನ್ನು ನಾಶ ಮಾಡುತ್ತದೆ ಎಂದು ಸಂಶೋಧನೆಗಳು ದೃಢಪಡಿಸಿವೆ. ಚರ್ಮರೋಗ, ಉಸಿರಾಟದ ತೊಂದರೆ ಸೇರಿದಂತೆ ಹಲವು ಕಾಯಿಲೆಗಳು ವಾಸಿಯಾದ ನಿದರ್ಶನಗಳಿವೆ. bbox=[961, 1132, 1219, 1188]
body-paragraph: ಕೈಗಾರಿಕಾ ವಿವಾದಗಳ ಇತ್ಯರ್ಥಕ್ಕೆ ದ್ವಿಸದಸ್ಯ ನ್ಯಾಯಮಂಡಳಿ ರಚನೆ, ಮಹಿಳೆಯರಿಗೆ ಸಮಾನ ವೇತನ, ವಾರ್ಷಿಕ ಆರೋಗ್ಯ ತಪಾಸಣೆ ಮುಂತಾದ ಅಂಶಗಳು ಸ್ವಾಗತಾರ್ಹ. bbox=[48, 619, 395, 645]
editorial-logo-icon bbox=[48, 88, 84, 123]
card-divider bbox=[977, 1069, 1164, 1070]
section-title: ವಿಚಾರ bbox=[649, 15, 813, 68]
body-paragraph: ಮನುಷ್ಯರಲ್ಲೂ ಹೀಗೆಯೇ; ಹೊರನೋಟಕ್ಕೆ ಸಮಾನರಂತೆ ಕಂಡರೂ ಸಜ್ಜನ-ದುರ್ಜನರ ವ್ಯತ್ಯಾಸ ನಡತೆಯಲ್ಲಿ ಗೊತ್ತಾಗುತ್ತದೆ. bbox=[48, 1403, 216, 1443]
